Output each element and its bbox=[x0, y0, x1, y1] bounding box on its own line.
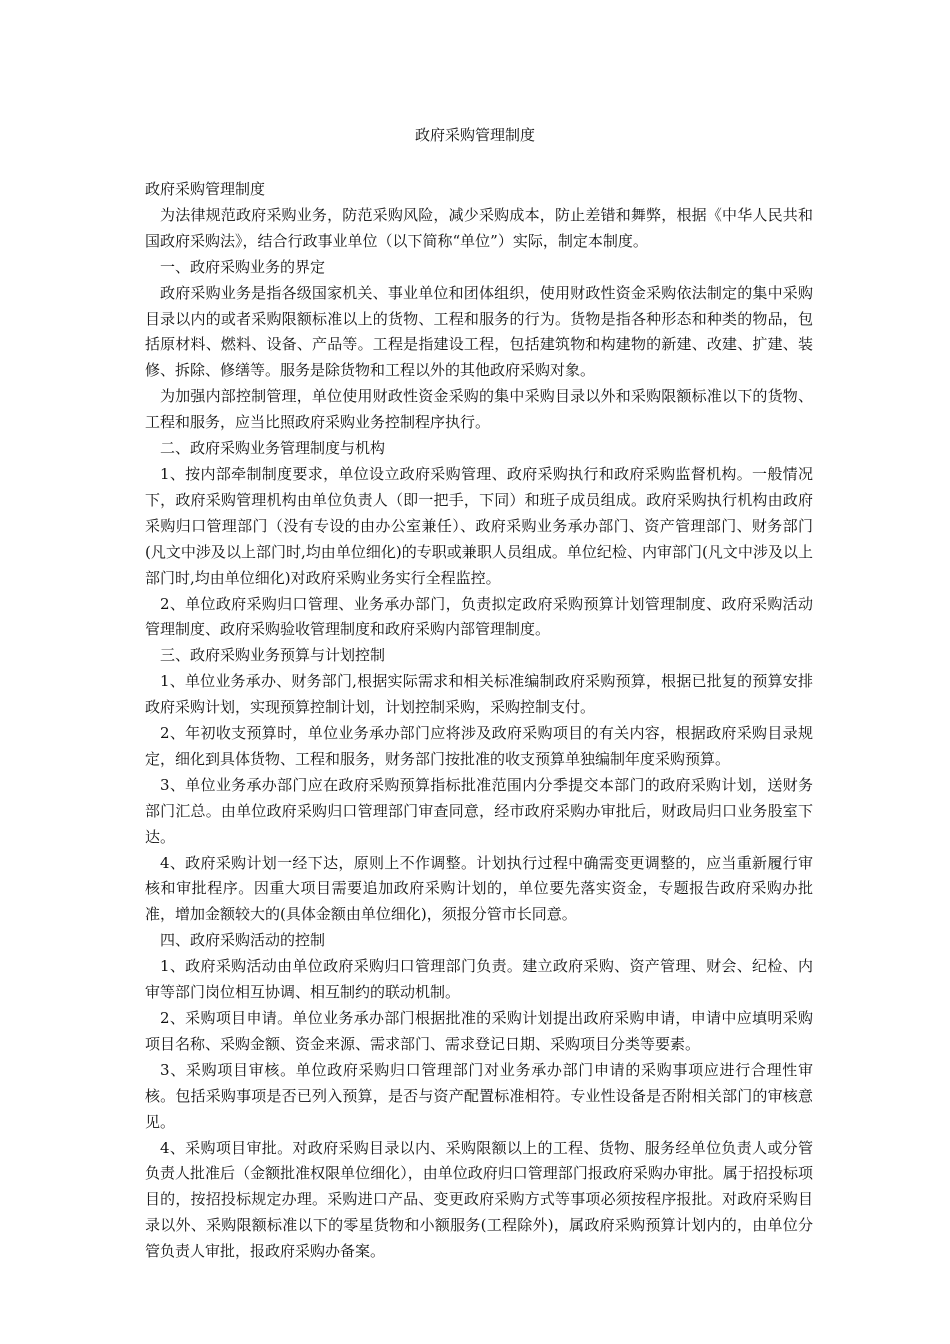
document-title: 政府采购管理制度 bbox=[414, 126, 535, 144]
paragraph: 3、采购项目审核。单位政府采购归口管理部门对业务承办部门申请的采购事项应进行合理性审核。包括采购事项是否已列入预算，是否与资产配置标准相符。专业性设备是否附相关部门的审核意见。 bbox=[145, 1060, 813, 1131]
paragraph-intro: 为法律规范政府采购业务，防范采购风险，减少采购成本，防止差错和舞弊，根据《中华人民共和国政府采购法》，结合行政事业单位（以下简称“单位”）实际，制定本制度。 bbox=[145, 205, 813, 250]
paragraph: 4、采购项目审批。对政府采购目录以内、采购限额以上的工程、货物、服务经单位负责人或分管负责人批准后（金额批准权限单位细化），由单位政府归口管理部门报政府采购办审批。属于招投标项目的，按招投标规定办理。采购进口产品、变更政府采购方式等事项必须按程序报批。对政府采购目录以外、采购限额标准以下的零星货物和小额服务(工程除外)，属政府采购预算计划内的，由单位分管负责人审批，报政府采购办备案。 bbox=[145, 1138, 813, 1261]
paragraph: 2、采购项目申请。单位业务承办部门根据批准的采购计划提出政府采购申请，申请中应填明采购项目名称、采购金额、资金来源、需求部门、需求登记日期、采购项目分类等要素。 bbox=[145, 1009, 813, 1053]
paragraph: 为加强内部控制管理，单位使用财政性资金采购的集中采购目录以外和采购限额标准以下的货物、工程和服务，应当比照政府采购业务控制程序执行。 bbox=[145, 387, 813, 432]
section-heading-3: 三、政府采购业务预算与计划控制 bbox=[160, 646, 386, 665]
paragraph: 2、单位政府采购归口管理、业务承办部门，负责拟定政府采购预算计划管理制度、政府采购活动管理制度、政府采购验收管理制度和政府采购内部管理制度。 bbox=[145, 594, 813, 639]
paragraph: 2、年初收支预算时，单位业务承办部门应将涉及政府采购项目的有关内容，根据政府采购目录规定，细化到具体货物、工程和服务，财务部门按批准的收支预算单独编制年度采购预算。 bbox=[145, 724, 813, 768]
paragraph: 政府采购业务是指各级国家机关、事业单位和团体组织，使用财政性资金采购依法制定的集中采购目录以内的或者采购限额标准以上的货物、工程和服务的行为。货物是指各种形态和种类的物品，包括原材料、燃料、设备、产品等。工程是指建设工程，包括建筑物和构建物的新建、改建、扩建、装修、拆除、修缮等。服务是除货物和工程以外的其他政府采购对象。 bbox=[145, 283, 813, 380]
paragraph: 4、政府采购计划一经下达，原则上不作调整。计划执行过程中确需变更调整的，应当重新履行审核和审批程序。因重大项目需要追加政府采购计划的，单位要先落实资金，专题报告政府采购办批准，增加金额较大的(具体金额由单位细化)，须报分管市长同意。 bbox=[145, 853, 813, 924]
section-heading-1: 一、政府采购业务的界定 bbox=[160, 257, 326, 276]
body-heading: 政府采购管理制度 bbox=[145, 180, 266, 198]
paragraph: 1、按内部牵制制度要求，单位设立政府采购管理、政府采购执行和政府采购监督机构。一般情况下，政府采购管理机构由单位负责人（即一把手，下同）和班子成员组成。政府采购执行机构由政府采购归口管理部门（没有专设的由办公室兼任）、政府采购业务承办部门、资产管理部门、财务部门(凡文中涉及以上部门时,均由单位细化)的专职或兼职人员组成。单位纪检、内审部门(凡文中涉及以上部门时,均由单位细化)对政府采购业务实行全程监控。 bbox=[145, 464, 813, 587]
section-heading-4: 四、政府采购活动的控制 bbox=[160, 931, 326, 950]
section-heading-2: 二、政府采购业务管理制度与机构 bbox=[160, 439, 386, 458]
document-body bbox=[145, 177, 813, 1265]
paragraph: 3、单位业务承办部门应在政府采购预算指标批准范围内分季提交本部门的政府采购计划，送财务部门汇总。由单位政府采购归口管理部门审查同意，经市政府采购办审批后，财政局归口业务股室下达。 bbox=[145, 775, 813, 846]
paragraph: 1、政府采购活动由单位政府采购归口管理部门负责。建立政府采购、资产管理、财会、纪检、内审等部门岗位相互协调、相互制约的联动机制。 bbox=[145, 957, 813, 1002]
paragraph: 1、单位业务承办、财务部门,根据实际需求和相关标准编制政府采购预算，根据已批复的预算安排政府采购计划，实现预算控制计划，计划控制采购，采购控制支付。 bbox=[145, 672, 813, 717]
